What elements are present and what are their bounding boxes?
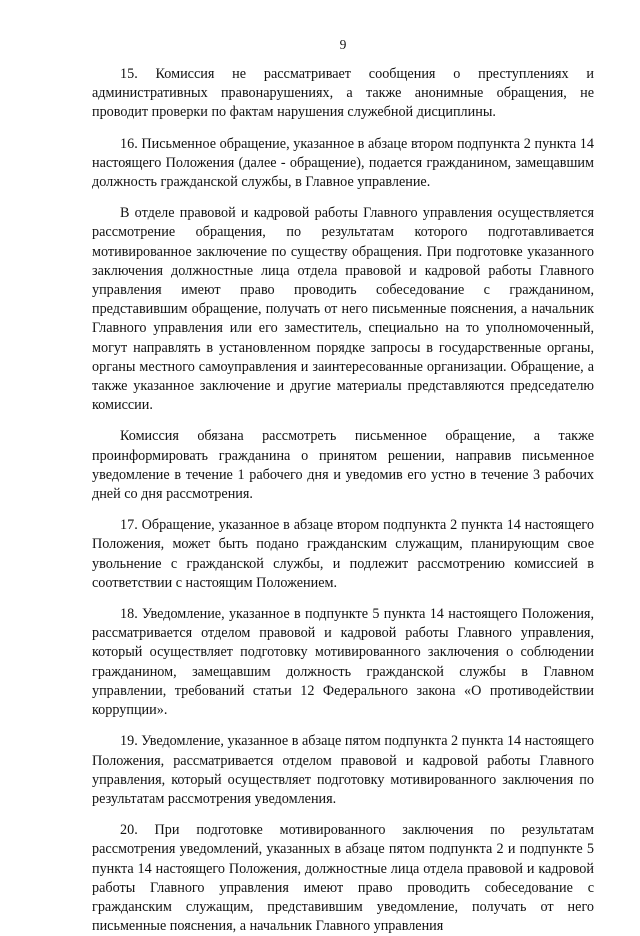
paragraph-15: 15. Комиссия не рассматривает сообщения о преступлениях и административных правонарушениях, а также анонимные обращения, не проводит проверки по фактам нарушения служебной дисциплины. <box>92 66 594 121</box>
page-number: 9 <box>339 37 347 52</box>
paragraph-16-legal-department: В отделе правовой и кадровой работы Главного управления осуществляется рассмотрение обращения, по результатам которого подготавливается мотивированное заключение по существу обращения. При подготовке указанного заключения должностные лица отдела правовой и кадровой работы Главного управления имеют право проводить собеседование с гражданином, представившим обращение, получать от него письменные пояснения, а начальник Главного управления или его заместитель, специально на то уполномоченный, могут направлять в установленном порядке запросы в государственные органы, органы местного самоуправления и заинтересованные организации. Обращение, а также указанное заключение и другие материалы представляются председателю комиссии. <box>92 205 594 414</box>
paragraph-19: 19. Уведомление, указанное в абзаце пятом подпункта 2 пункта 14 настоящего Положения, рассматривается отделом правовой и кадровой работы Главного управления, который осуществляет подготовку мотивированного заключения по результатам рассмотрения уведомления. <box>92 733 594 807</box>
paragraph-20: 20. При подготовке мотивированного заключения по результатам рассмотрения уведомлений, указанных в абзаце пятом подпункта 2 и подпункте 5 пункта 14 настоящего Положения, должностные лица отдела правовой и кадровой работы Главного управления имеют право проводить собеседование с гражданским служащим, представившим уведомление, получать от него письменные пояснения, а начальник Главного управления <box>92 822 594 935</box>
paragraph-18: 18. Уведомление, указанное в подпункте 5 пункта 14 настоящего Положения, рассматривается отделом правовой и кадровой работы Главного управления, который осуществляет подготовку мотивированного заключения о соблюдении гражданином, замещавшим должность гражданской службы в Главном управлении, требований статьи 12 Федерального закона «О противодействии коррупции». <box>92 606 594 719</box>
paragraph-16: 16. Письменное обращение, указанное в абзаце втором подпункта 2 пункта 14 настоящего Положения (далее - обращение), подается гражданином, замещавшим должность гражданской службы, в Главное управление. <box>92 135 594 191</box>
paragraph-17: 17. Обращение, указанное в абзаце втором подпункта 2 пункта 14 настоящего Положения, может быть подано гражданским служащим, планирующим свое увольнение с гражданской службы, и подлежит рассмотрению комиссией в соответствии с настоящим Положением. <box>92 517 594 591</box>
paragraph-16-commission-duty: Комиссия обязана рассмотреть письменное обращение, а также проинформировать гражданина о принятом решении, направив письменное уведомление в течение 1 рабочего дня и уведомив его устно в течение 3 рабочих дней со дня рассмотрения. <box>92 428 594 503</box>
